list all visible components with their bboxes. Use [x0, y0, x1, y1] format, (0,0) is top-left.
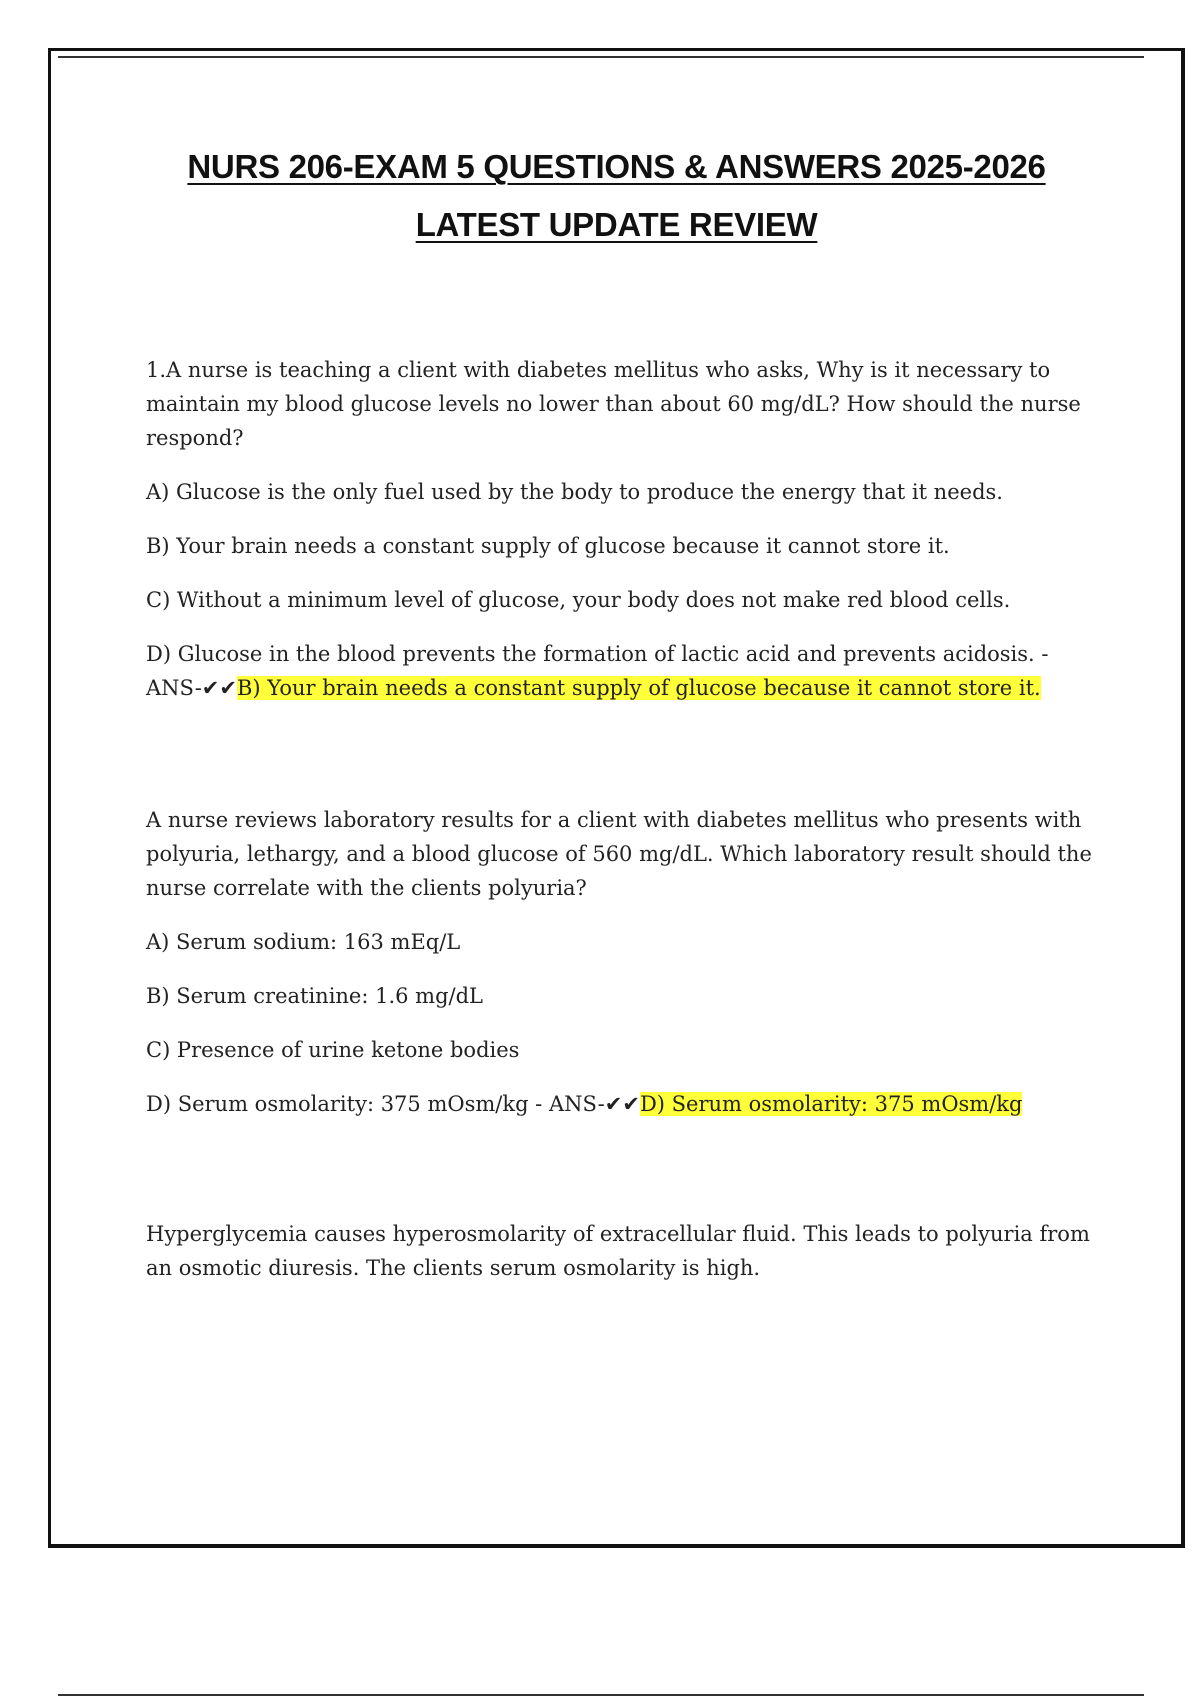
question-2-option-d [146, 1087, 1096, 1121]
question-2-rationale: Hyperglycemia causes hyperosmolarity of extracellular fluid. This leads to polyuria from an osmotic diuresis. The clients serum osmolarity is high. [146, 1222, 1090, 1280]
document-body [146, 353, 1096, 1305]
question-2-answer-highlight: D) Serum osmolarity: 375 mOsm/kg [639, 1092, 1023, 1116]
question-2-option-c: C) Presence of urine ketone bodies [146, 1038, 520, 1062]
question-1-answer-highlight: B) Your brain needs a constant supply of glucose because it cannot store it. [236, 676, 1041, 700]
question-2 [146, 803, 1096, 1121]
document-title-line-1: NURS 206-EXAM 5 QUESTIONS & ANSWERS 2025-2026 [187, 148, 1046, 185]
question-1-option-d [146, 637, 1096, 705]
spacer [146, 1141, 1096, 1217]
question-2-option-b: B) Serum creatinine: 1.6 mg/dL [146, 984, 484, 1008]
document-title-line-2: LATEST UPDATE REVIEW [415, 206, 818, 243]
question-2-stem: A nurse reviews laboratory results for a client with diabetes mellitus who presents with polyuria, lethargy, and a blood glucose of 560 mg/dL. Which laboratory result should the nurse correlate with the clients polyuria? [146, 808, 1092, 900]
question-1-option-c: C) Without a minimum level of glucose, your body does not make red blood cells. [146, 588, 1011, 612]
question-2-option-d-text: D) Serum osmolarity: 375 mOsm/kg - ANS-✔✔ [146, 1092, 640, 1116]
question-2-option-a: A) Serum sodium: 163 mEq/L [146, 930, 461, 954]
question-1-option-d-text: D) Glucose in the blood prevents the formation of lactic acid and prevents acidosis. - ANS-✔✔ [146, 642, 1049, 700]
spacer [146, 725, 1096, 803]
question-1-option-b: B) Your brain needs a constant supply of glucose because it cannot store it. [146, 534, 950, 558]
question-1-stem: 1.A nurse is teaching a client with diabetes mellitus who asks, Why is it necessary to maintain my blood glucose levels no lower than about 60 mg/dL? How should the nurse respond? [146, 358, 1081, 450]
question-1-option-a: A) Glucose is the only fuel used by the body to produce the energy that it needs. [146, 480, 1003, 504]
question-1 [146, 353, 1096, 705]
bottom-rule [58, 1694, 1144, 1696]
